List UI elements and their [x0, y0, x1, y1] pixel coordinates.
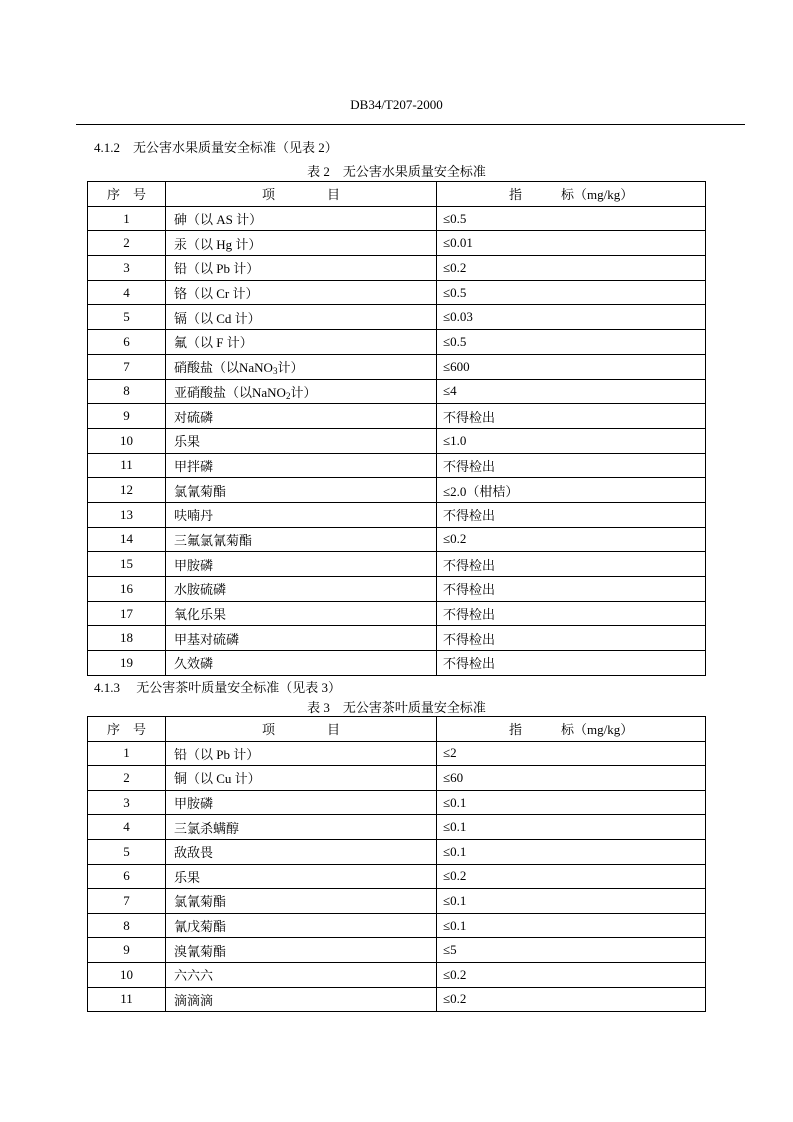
- row-item: [166, 354, 437, 379]
- row-limit-value: 不得检出: [437, 626, 706, 651]
- table-row: [88, 404, 706, 429]
- row-item: 汞（以 Hg 计）: [166, 231, 437, 256]
- table-row: [88, 453, 706, 478]
- table-row: [88, 577, 706, 602]
- table-row: [88, 741, 706, 766]
- table-row: [88, 987, 706, 1012]
- row-number: 7: [88, 354, 166, 379]
- table-3-tea-standards: [87, 716, 706, 1012]
- row-number: 1: [88, 206, 166, 231]
- row-item: 对硫磷: [166, 404, 437, 429]
- table-row: [88, 815, 706, 840]
- row-limit-value: ≤60: [437, 766, 706, 791]
- row-limit-value: ≤0.2: [437, 256, 706, 281]
- column-header-item: 项 目: [166, 182, 437, 207]
- row-number: 15: [88, 552, 166, 577]
- row-item: 六六六: [166, 962, 437, 987]
- row-item: 铅（以 Pb 计）: [166, 256, 437, 281]
- item-text-suffix: 计）: [277, 360, 304, 376]
- row-item: 乐果: [166, 864, 437, 889]
- row-number: 7: [88, 889, 166, 914]
- row-item: 氟（以 F 计）: [166, 330, 437, 355]
- row-limit-value: ≤0.2: [437, 864, 706, 889]
- table-row: [88, 330, 706, 355]
- row-item: 久效磷: [166, 651, 437, 676]
- column-header-no: 序 号: [88, 717, 166, 742]
- row-item: 乐果: [166, 428, 437, 453]
- document-code: DB34/T207-2000: [350, 97, 443, 112]
- row-item: 甲基对硫磷: [166, 626, 437, 651]
- row-number: 10: [88, 428, 166, 453]
- row-number: 8: [88, 913, 166, 938]
- row-limit-value: ≤0.2: [437, 987, 706, 1012]
- row-number: 17: [88, 601, 166, 626]
- row-item: 镉（以 Cd 计）: [166, 305, 437, 330]
- row-limit-value: ≤1.0: [437, 428, 706, 453]
- row-limit-value: ≤0.03: [437, 305, 706, 330]
- row-limit-value: ≤0.5: [437, 280, 706, 305]
- row-number: 3: [88, 256, 166, 281]
- row-item: 铜（以 Cu 计）: [166, 766, 437, 791]
- row-number: 14: [88, 527, 166, 552]
- row-number: 6: [88, 864, 166, 889]
- row-limit-value: ≤0.1: [437, 815, 706, 840]
- row-item: 三氟氯氰菊酯: [166, 527, 437, 552]
- row-item: 砷（以 AS 计）: [166, 206, 437, 231]
- row-limit-value: ≤2.0（柑桔）: [437, 478, 706, 503]
- table-row: [88, 231, 706, 256]
- column-header-limit: 指 标（mg/kg）: [437, 717, 706, 742]
- row-limit-value: 不得检出: [437, 577, 706, 602]
- table-row: [88, 938, 706, 963]
- table-row: [88, 790, 706, 815]
- table-row: [88, 256, 706, 281]
- row-limit-value: 不得检出: [437, 601, 706, 626]
- row-limit-value: ≤0.1: [437, 889, 706, 914]
- table-row: [88, 428, 706, 453]
- section-heading-4-1-2: 4.1.2 无公害水果质量安全标准（见表 2）: [94, 140, 338, 155]
- row-number: 5: [88, 839, 166, 864]
- row-limit-value: ≤0.5: [437, 206, 706, 231]
- table-row: [88, 478, 706, 503]
- row-limit-value: ≤0.2: [437, 962, 706, 987]
- row-number: 18: [88, 626, 166, 651]
- table-row: [88, 502, 706, 527]
- table-header-row: [88, 182, 706, 207]
- item-subscript: 2: [285, 390, 291, 401]
- section-heading-4-1-3: 4.1.3 无公害茶叶质量安全标准（见表 3）: [94, 680, 342, 695]
- row-item: [166, 379, 437, 404]
- row-limit-value: ≤600: [437, 354, 706, 379]
- row-item: 甲胺磷: [166, 790, 437, 815]
- table-2-caption: 表 2 无公害水果质量安全标准: [307, 164, 486, 179]
- item-text-prefix: 硝酸盐（以NaNO: [174, 360, 273, 376]
- row-item: 呋喃丹: [166, 502, 437, 527]
- table-row: [88, 889, 706, 914]
- row-item: 铬（以 Cr 计）: [166, 280, 437, 305]
- table-row: [88, 527, 706, 552]
- table-3-caption: 表 3 无公害茶叶质量安全标准: [307, 700, 486, 715]
- row-limit-value: ≤0.01: [437, 231, 706, 256]
- row-item: 敌敌畏: [166, 839, 437, 864]
- row-number: 4: [88, 815, 166, 840]
- header-divider: [76, 124, 745, 125]
- row-limit-value: 不得检出: [437, 552, 706, 577]
- row-limit-value: 不得检出: [437, 404, 706, 429]
- row-item: 甲拌磷: [166, 453, 437, 478]
- table-row: [88, 651, 706, 676]
- row-item: 三氯杀螨醇: [166, 815, 437, 840]
- row-number: 2: [88, 231, 166, 256]
- row-number: 4: [88, 280, 166, 305]
- row-limit-value: ≤0.1: [437, 913, 706, 938]
- table-row: [88, 913, 706, 938]
- item-subscript: 3: [272, 366, 278, 377]
- row-item: 甲胺磷: [166, 552, 437, 577]
- row-number: 2: [88, 766, 166, 791]
- row-number: 1: [88, 741, 166, 766]
- table-row: [88, 206, 706, 231]
- row-number: 10: [88, 962, 166, 987]
- table-row: [88, 305, 706, 330]
- row-number: 8: [88, 379, 166, 404]
- column-header-no: 序 号: [88, 182, 166, 207]
- row-limit-value: ≤0.1: [437, 790, 706, 815]
- column-header-limit: 指 标（mg/kg）: [437, 182, 706, 207]
- table-row: [88, 379, 706, 404]
- table-row: [88, 864, 706, 889]
- row-number: 11: [88, 987, 166, 1012]
- row-item: 氯氰菊酯: [166, 889, 437, 914]
- row-item: 氯氰菊酯: [166, 478, 437, 503]
- row-limit-value: ≤0.5: [437, 330, 706, 355]
- row-number: 12: [88, 478, 166, 503]
- row-number: 11: [88, 453, 166, 478]
- row-item: 氧化乐果: [166, 601, 437, 626]
- row-number: 6: [88, 330, 166, 355]
- row-limit-value: ≤0.1: [437, 839, 706, 864]
- row-limit-value: 不得检出: [437, 502, 706, 527]
- table-row: [88, 839, 706, 864]
- table-2-fruit-standards: [87, 181, 706, 676]
- row-limit-value: ≤4: [437, 379, 706, 404]
- row-item: 溴氰菊酯: [166, 938, 437, 963]
- row-limit-value: 不得检出: [437, 651, 706, 676]
- table-row: [88, 601, 706, 626]
- item-text-suffix: 计）: [290, 384, 317, 400]
- table-row: [88, 766, 706, 791]
- row-item: 滴滴滴: [166, 987, 437, 1012]
- item-text-prefix: 亚硝酸盐（以NaNO: [174, 384, 286, 400]
- row-limit-value: ≤0.2: [437, 527, 706, 552]
- row-limit-value: ≤2: [437, 741, 706, 766]
- row-limit-value: 不得检出: [437, 453, 706, 478]
- row-number: 16: [88, 577, 166, 602]
- table-row: [88, 280, 706, 305]
- row-number: 19: [88, 651, 166, 676]
- row-limit-value: ≤5: [437, 938, 706, 963]
- table-header-row: [88, 717, 706, 742]
- table-row: [88, 626, 706, 651]
- row-number: 5: [88, 305, 166, 330]
- row-number: 3: [88, 790, 166, 815]
- table-row: [88, 552, 706, 577]
- row-item: 铅（以 Pb 计）: [166, 741, 437, 766]
- row-item: 水胺硫磷: [166, 577, 437, 602]
- column-header-item: 项 目: [166, 717, 437, 742]
- table-row: [88, 962, 706, 987]
- row-number: 9: [88, 404, 166, 429]
- row-number: 13: [88, 502, 166, 527]
- row-number: 9: [88, 938, 166, 963]
- table-row: [88, 354, 706, 379]
- row-item: 氰戊菊酯: [166, 913, 437, 938]
